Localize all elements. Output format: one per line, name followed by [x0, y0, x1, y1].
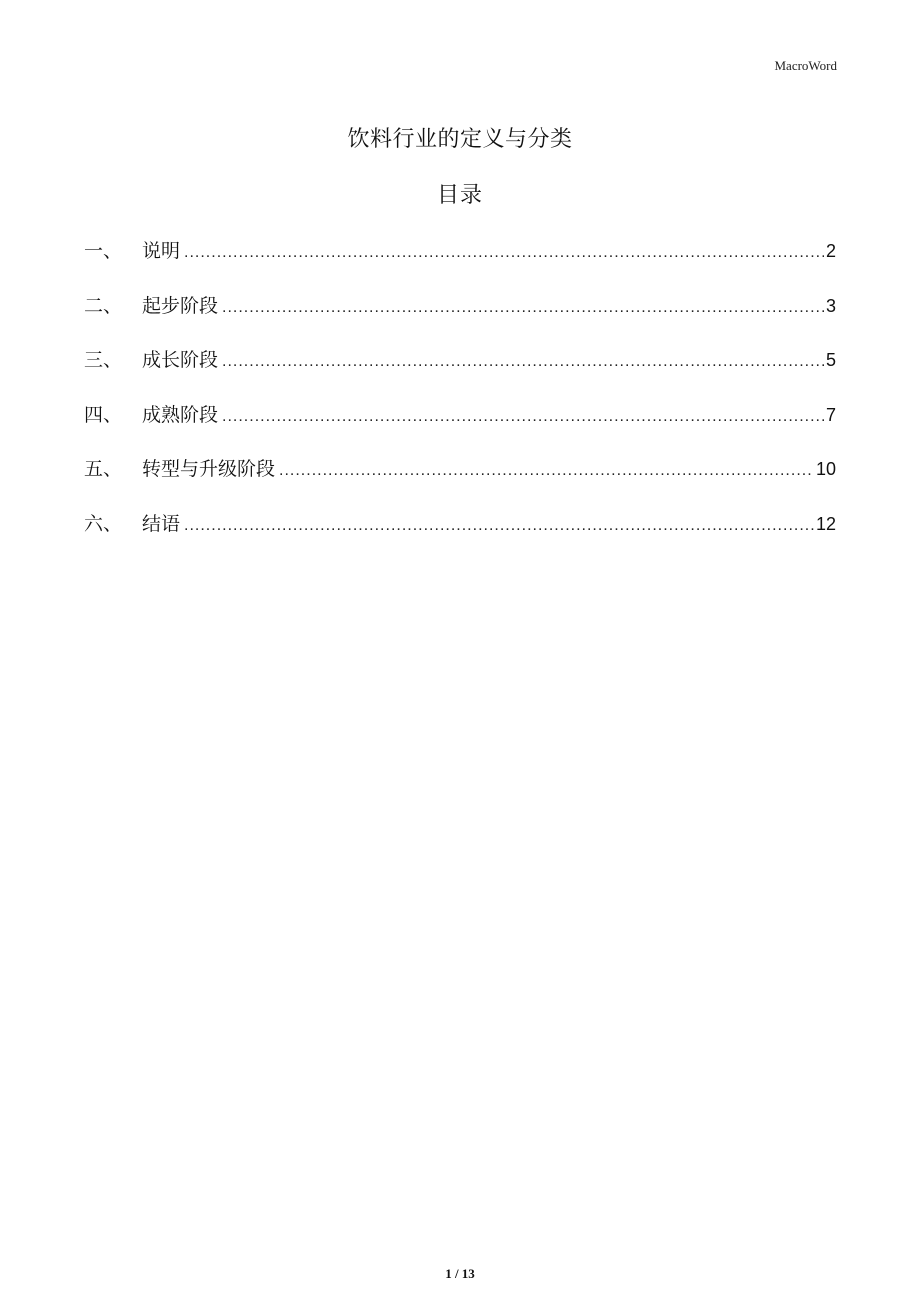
toc-entry-page: 2	[825, 241, 836, 261]
toc-entry[interactable]	[84, 400, 836, 455]
page-indicator: 1 / 13	[445, 1266, 475, 1281]
toc-leader-dots	[279, 456, 814, 486]
toc-entry-number: 五、	[84, 458, 123, 480]
toc-entry[interactable]	[84, 345, 836, 400]
toc-leader-dots	[222, 347, 824, 377]
toc-entry-title: 成熟阶段	[142, 403, 219, 426]
toc-entry[interactable]	[84, 291, 836, 346]
toc-entry-page: 12	[815, 513, 836, 534]
toc-heading: 目录	[436, 183, 483, 208]
toc-entry-page: 3	[825, 295, 836, 316]
toc-leader-dots	[222, 293, 824, 323]
header-brand: MacroWord	[774, 58, 837, 73]
toc-leader-dots	[184, 238, 824, 268]
toc-entry-title: 说明	[142, 240, 181, 262]
toc-entry-title: 起步阶段	[142, 294, 219, 317]
toc-leader-dots	[222, 402, 824, 432]
toc-entry-number: 一、	[84, 240, 123, 262]
toc-entry-page: 5	[825, 350, 836, 370]
toc-entry-number: 三、	[84, 349, 123, 371]
toc-entry-title: 转型与升级阶段	[142, 458, 276, 480]
toc-entry-number: 二、	[84, 294, 123, 317]
toc-entry-title: 成长阶段	[142, 349, 219, 371]
toc-entry-number: 六、	[84, 512, 123, 535]
toc-entry-number: 四、	[84, 403, 123, 426]
toc-entry[interactable]	[84, 454, 836, 509]
toc-entry[interactable]	[84, 509, 836, 564]
toc-entry-page: 10	[815, 459, 836, 479]
document-title: 饮料行业的定义与分类	[347, 127, 573, 152]
toc-leader-dots	[184, 511, 814, 541]
toc-entry-page: 7	[825, 404, 836, 425]
table-of-contents	[84, 236, 836, 563]
toc-entry-title: 结语	[142, 512, 181, 535]
toc-entry[interactable]	[84, 236, 836, 291]
